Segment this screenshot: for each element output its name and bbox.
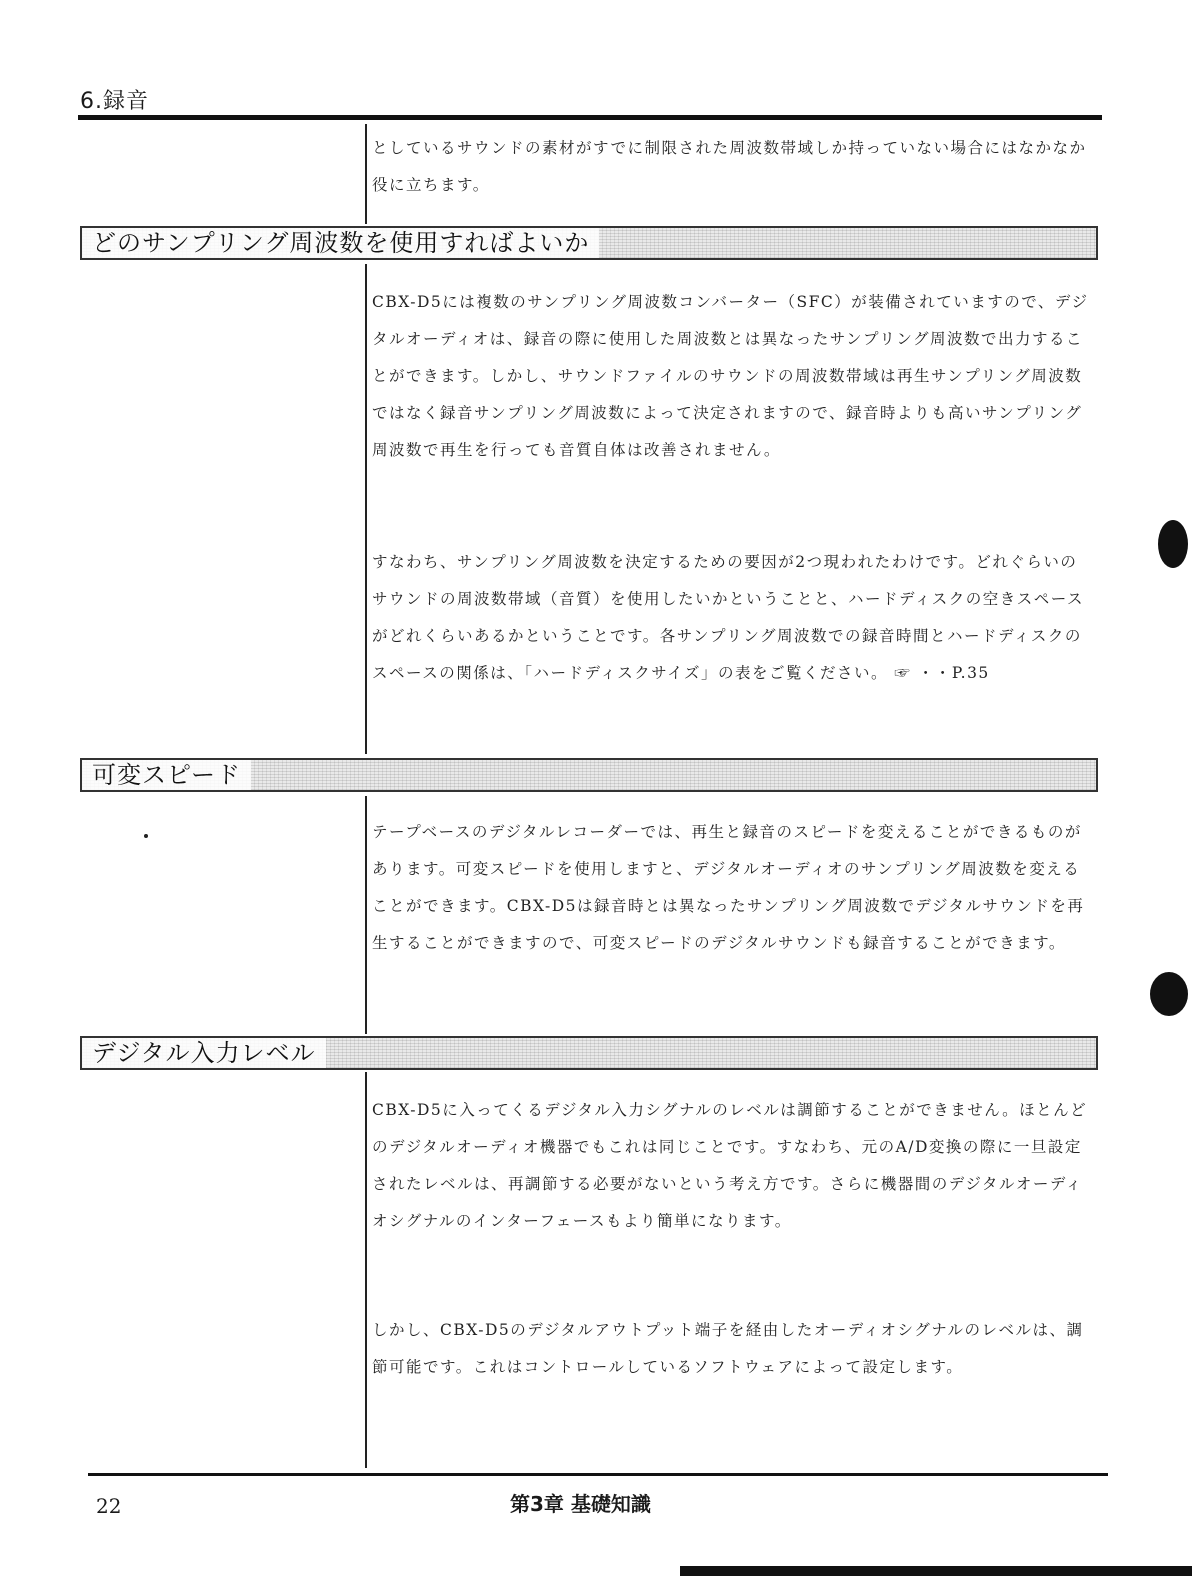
margin-rule — [365, 124, 367, 224]
section-heading-digital-input-level — [80, 1036, 1098, 1070]
page-number: 22 — [96, 1494, 122, 1518]
section-heading-sampling-frequency — [80, 226, 1098, 260]
body-paragraph: すなわち、サンプリング周波数を決定するための要因が2つ現われたわけです。どれぐらいのサウンドの周波数帯域（音質）を使用したいかということと、ハードディスクの空きスペースがどれくらいあるかということです。各サンプリング周波数での録音時間とハードディスクのスペースの関係は、「ハードディスクサイズ」の表をご覧ください。 ☞ ・・P.35 — [372, 553, 1084, 682]
header-rule — [78, 115, 1102, 120]
margin-rule — [365, 1072, 367, 1468]
scan-blot — [1158, 520, 1188, 568]
scan-edge-bar — [680, 1566, 1192, 1576]
body-paragraph: CBX-D5には複数のサンプリング周波数コンバーター（SFC）が装備されていますので、デジタルオーディオは、録音の際に使用した周波数とは異なったサンプリング周波数で出力することができます。しかし、サウンドファイルのサウンドの周波数帯域は再生サンプリング周波数ではなく録音サンプリング周波数によって決定されますので、録音時よりも高いサンプリング周波数で再生を行っても音質自体は改善されません。 — [372, 293, 1089, 459]
section-heading-variable-speed — [80, 758, 1098, 792]
body-paragraph: テープベースのデジタルレコーダーでは、再生と録音のスピードを変えることができるものがあります。可変スピードを使用しますと、デジタルオーディオのサンプリング周波数を変えることができます。CBX-D5は録音時とは異なったサンプリング周波数でデジタルサウンドを再生することができますので、可変スピードのデジタルサウンドも録音することができます。 — [372, 823, 1085, 952]
scan-blot — [1150, 972, 1188, 1016]
chapter-title: 第3章 基礎知識 — [510, 1492, 651, 1516]
section-heading-label: 可変スピード — [82, 760, 251, 790]
body-paragraph: しかし、CBX-D5のデジタルアウトプット端子を経由したオーディオシグナルのレベルは、調節可能です。これはコントロールしているソフトウェアによって設定します。 — [372, 1321, 1084, 1376]
intro-paragraph: としているサウンドの素材がすでに制限された周波数帯域しか持っていない場合にはなかなか役に立ちます。 — [372, 139, 1087, 194]
section-heading-label: どのサンプリング周波数を使用すればよいか — [82, 228, 599, 258]
stray-dot — [144, 834, 148, 838]
page-header-title: 6.録音 — [80, 89, 149, 114]
margin-rule — [365, 264, 367, 754]
body-paragraph: CBX-D5に入ってくるデジタル入力シグナルのレベルは調節することができません。ほとんどのデジタルオーディオ機器でもこれは同じことです。すなわち、元のA/D変換の際に一旦設定されたレベルは、再調節する必要がないという考え方です。さらに機器間のデジタルオーディオシグナルのインターフェースもより簡単になります。 — [372, 1101, 1088, 1230]
footer-rule — [88, 1473, 1108, 1476]
margin-rule — [365, 796, 367, 1034]
section-heading-label: デジタル入力レベル — [82, 1038, 326, 1068]
